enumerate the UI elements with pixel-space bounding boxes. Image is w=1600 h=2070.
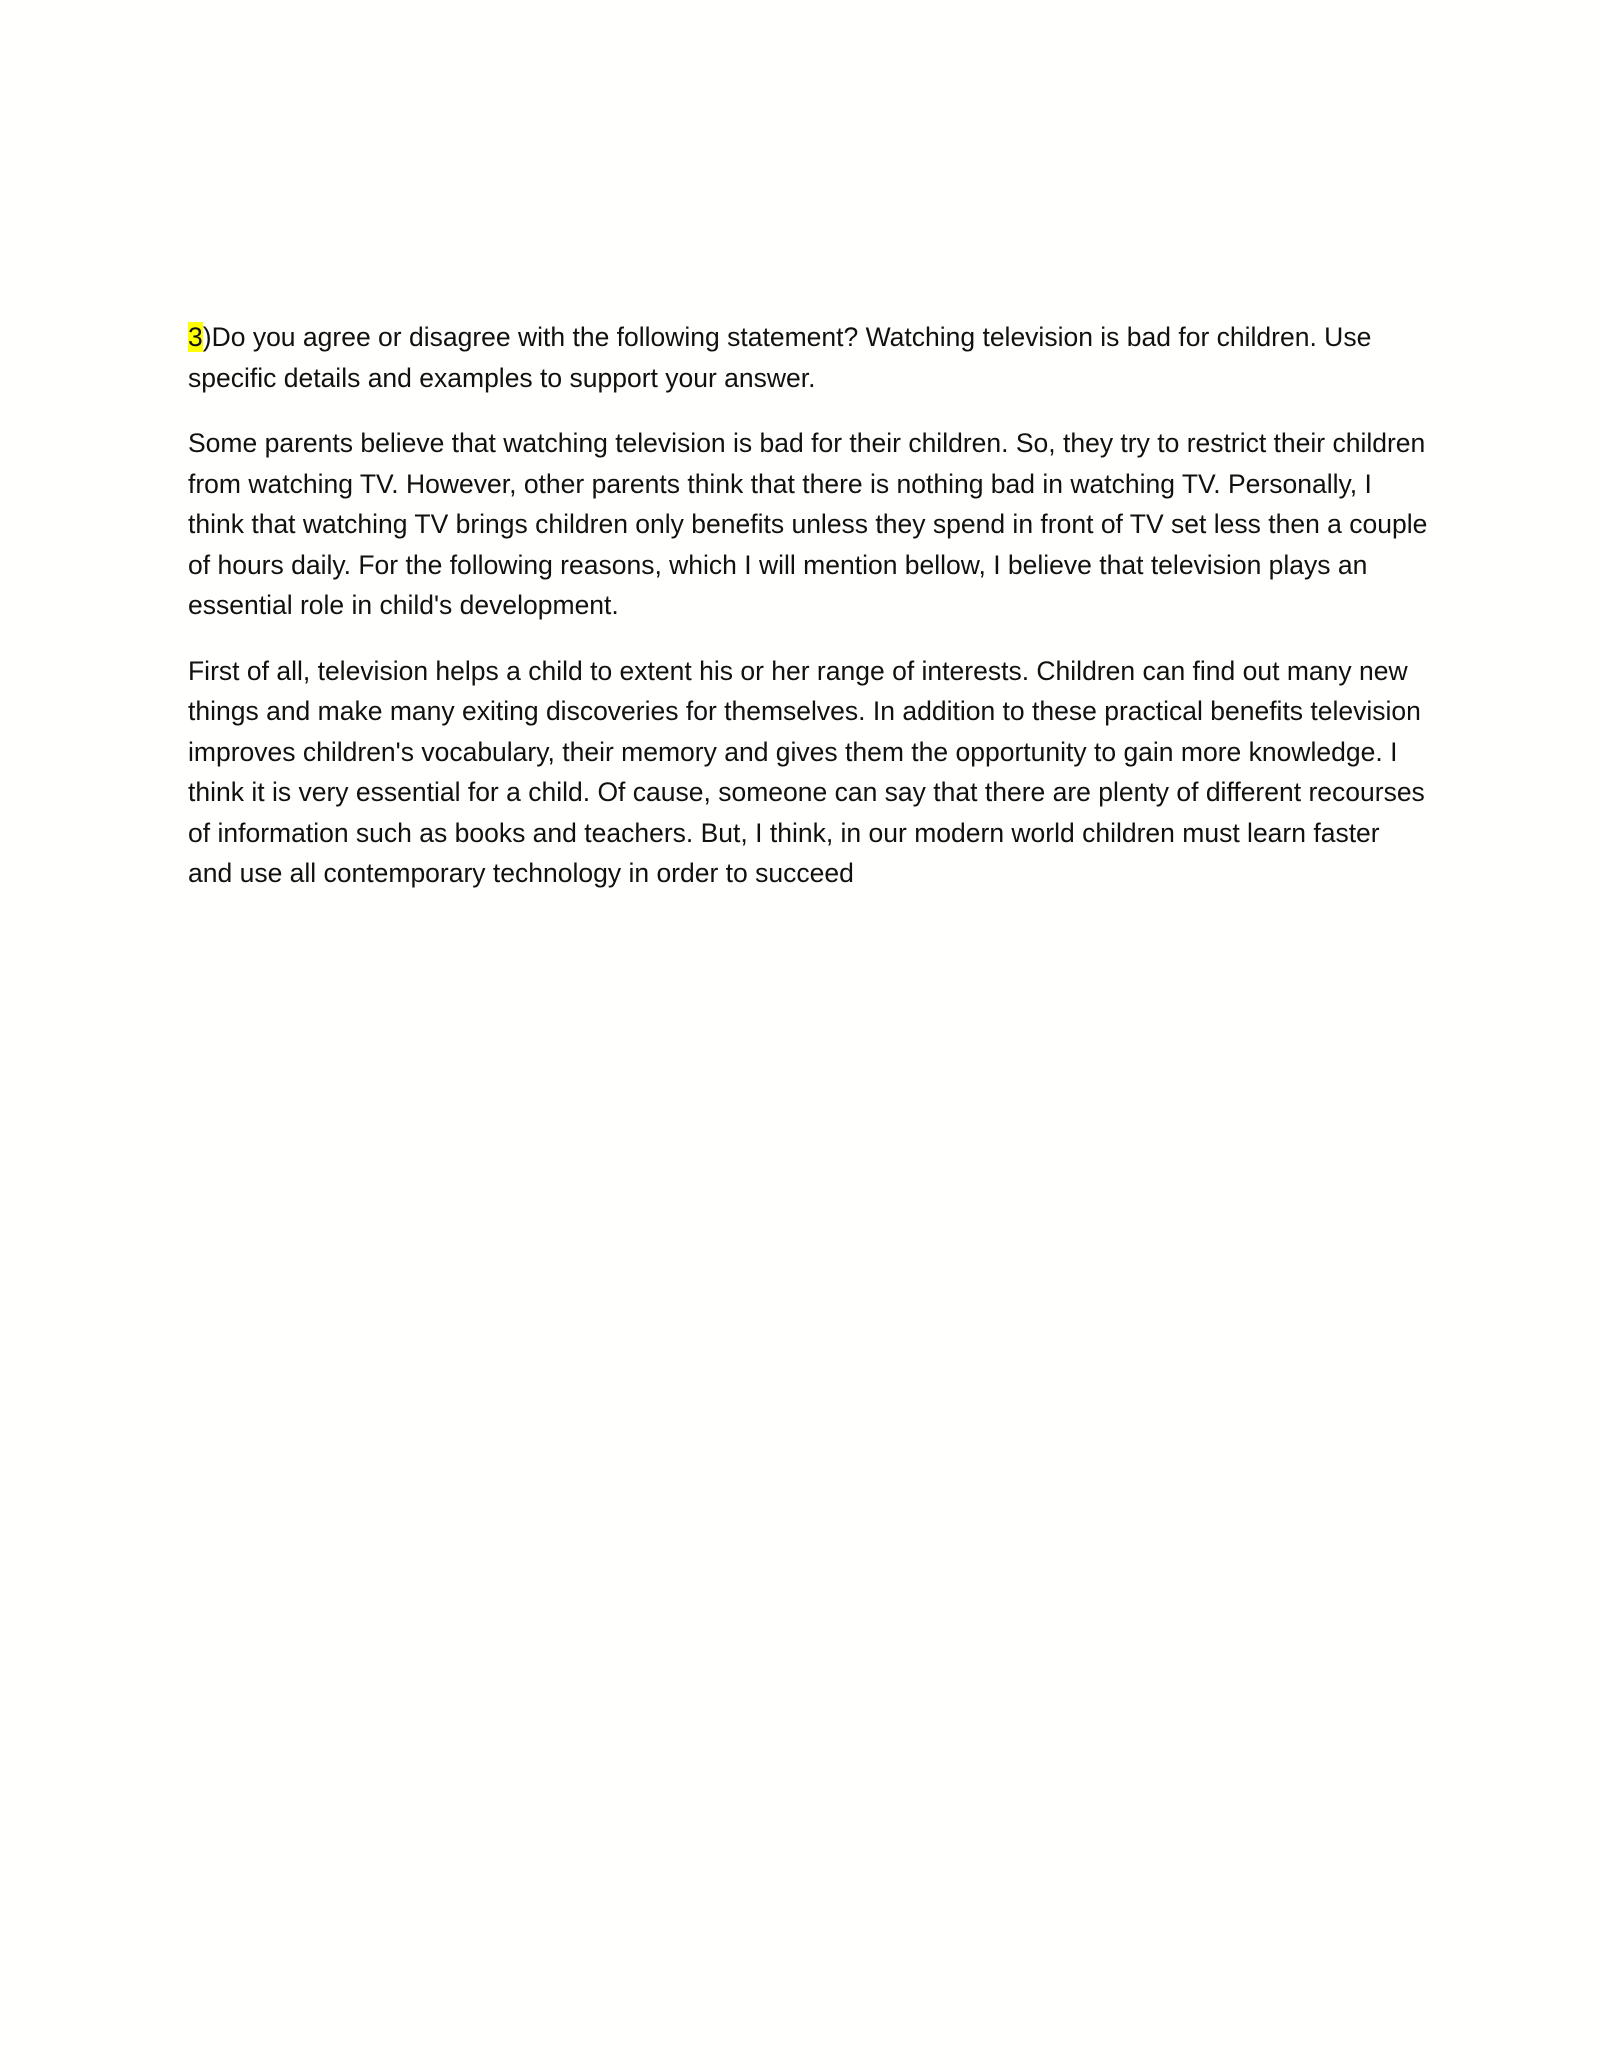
- document-body: [188, 317, 1428, 919]
- body-paragraph-2: First of all, television helps a child to extent his or her range of interests. Children can find out many new things and make many exiting discoveries for themselves. In addition to these practical benefits television improves children's vocabulary, their memory and gives them the opportunity to gain more knowledge. I think it is very essential for a child. Of cause, someone can say that there are plenty of different recourses of information such as books and teachers. But, I think, in our modern world children must learn faster and use all contemporary technology in order to succeed: [188, 655, 1425, 888]
- question-number-highlight: 3: [188, 322, 203, 352]
- body-paragraph-1: Some parents believe that watching television is bad for their children. So, they try to restrict their children from watching TV. However, other parents think that there is nothing bad in watching TV. Personally, I think that watching TV brings children only benefits unless they spend in front of TV set less then a couple of hours daily. For the following reasons, which I will mention bellow, I believe that television plays an essential role in child's development.: [188, 428, 1428, 620]
- question-paragraph: [188, 317, 1428, 398]
- question-text: )Do you agree or disagree with the following statement? Watching television is bad for children. Use specific details and examples to support your answer.: [188, 322, 1372, 393]
